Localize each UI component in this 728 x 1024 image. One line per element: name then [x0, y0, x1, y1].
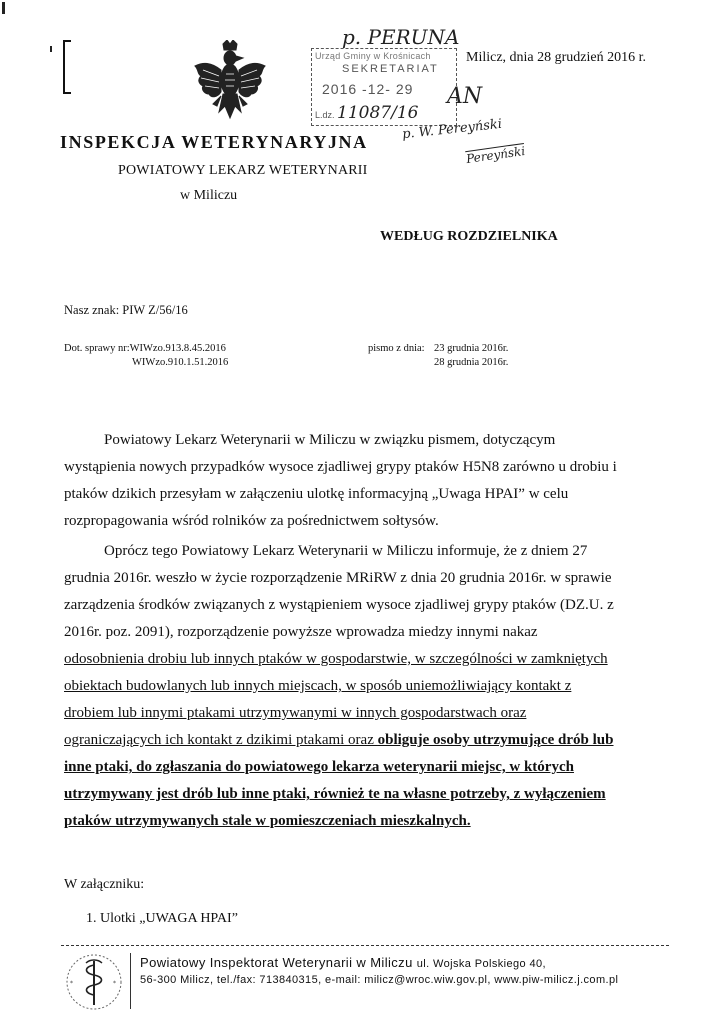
body-line-bold: inne ptaki, do zgłaszania do powiatowego lekarza weterynarii miejsc, w których	[64, 759, 574, 775]
svg-text:*: *	[70, 980, 73, 987]
enclosure-label: W załączniku:	[64, 877, 145, 892]
body-line: grudnia 2016r. weszło w życie rozporządzenie MRiRW z dnia 20 grudnia 2016r. w sprawie	[64, 570, 612, 586]
body-line-underlined	[64, 732, 613, 749]
stamp-department: SEKRETARIAT	[342, 63, 439, 75]
stamp-office: Urząd Gminy w Krośnicach	[315, 51, 431, 61]
body-line-underlined: drobiem lub innymi ptakami utrzymywanymi w innych gospodarstwach oraz	[64, 705, 527, 721]
body-line-bold: utrzymywany jest drób lub inne ptaki, również te na własne potrzeby, z wyłączeniem	[64, 786, 606, 802]
enclosure-item: 1. Ulotki „UWAGA HPAI”	[86, 911, 238, 926]
footer-separator	[130, 953, 131, 1009]
body-line-underlined: odosobnienia drobiu lub innych ptaków w gospodarstwie, w szczególności w zamkniętych	[64, 651, 608, 667]
body-line: wystąpienia nowych przypadków wysoce zjadliwej grypy ptaków H5N8 zarówno u drobiu i	[64, 459, 617, 475]
body-line-underlined: obiektach budowlanych lub innych miejscach, w sposób uniemożliwiający kontakt z	[64, 678, 572, 694]
footer-line-1	[140, 955, 546, 970]
punch-mark	[63, 40, 71, 94]
stamp-reg	[315, 103, 418, 123]
body-line: Powiatowy Lekarz Weterynarii w Miliczu w związku pismem, dotyczącym	[104, 432, 556, 448]
stamp-date: 2016 -12- 29	[322, 81, 414, 97]
scan-mark	[50, 46, 52, 52]
body-line: 2016r. poz. 2091), rozporządzenie powyższe wprowadza miedzy innymi nakaz	[64, 624, 538, 640]
scan-mark	[2, 2, 5, 14]
body-line: Oprócz tego Powiatowy Lekarz Weterynarii w Miliczu informuje, że z dniem 27	[104, 543, 588, 559]
letter-date-label: pismo z dnia:	[368, 343, 425, 354]
stamp-reg-number: 11087/16	[337, 103, 419, 123]
our-reference: Nasz znak: PIW Z/56/16	[64, 303, 188, 317]
institution-name: INSPEKCJA WETERYNARYJNA	[60, 132, 368, 152]
body-line: rozpropagowania wśród rolników za pośrednictwem sołtysów.	[64, 513, 439, 529]
body-line: ptaków dzikich przesyłam w załączeniu ulotkę informacyjną „Uwaga HPAI” w celu	[64, 486, 569, 502]
office-name: POWIATOWY LEKARZ WETERYNARII	[118, 163, 368, 178]
body-line: zarządzenia środków związanych z wystąpieniem wysoce zjadliwej grypy ptaków (DZ.U. z	[64, 597, 614, 613]
body-text-segment: ograniczających ich kontakt z dzikimi ptakami oraz	[64, 732, 378, 748]
caduceus-logo-icon	[64, 953, 124, 1011]
letter-date-2: 28 grudnia 2016r.	[434, 357, 509, 368]
place-date: Milicz, dnia 28 grudzień 2016 r.	[466, 50, 647, 65]
case-reference: Dot. sprawy nr:WIWzo.913.8.45.2016	[64, 343, 226, 354]
office-location: w Miliczu	[180, 188, 238, 203]
eagle-emblem-icon	[193, 40, 267, 124]
handwritten-note: Pereyński	[465, 143, 526, 167]
svg-text:*: *	[113, 980, 116, 987]
footer-contact: 56-300 Milicz, tel./fax: 713840315, e-mail: milicz@wroc.wiw.gov.pl, www.piw-milicz.j.com.pl	[140, 974, 619, 986]
footer-divider	[61, 945, 669, 946]
handwritten-note: p. W. Pereyński	[401, 116, 503, 143]
body-line-bold: ptaków utrzymywanych stale w pomieszczeniach mieszkalnych.	[64, 813, 471, 829]
registry-stamp	[311, 48, 457, 126]
stamp-reg-prefix: L.dz.	[315, 110, 335, 120]
addressee: WEDŁUG ROZDZIELNIKA	[380, 229, 558, 244]
body-text-bold: obliguje osoby utrzymujące drób lub	[377, 732, 614, 748]
footer-address: ul. Wojska Polskiego 40,	[416, 958, 546, 970]
handwritten-note: p. PERUNA	[342, 25, 460, 49]
case-reference-2: WIWzo.910.1.51.2016	[132, 357, 229, 368]
footer-institution: Powiatowy Inspektorat Weterynarii w Miliczu	[140, 955, 413, 970]
handwritten-signature: AN	[447, 84, 483, 109]
letter-date-1: 23 grudnia 2016r.	[434, 343, 509, 354]
